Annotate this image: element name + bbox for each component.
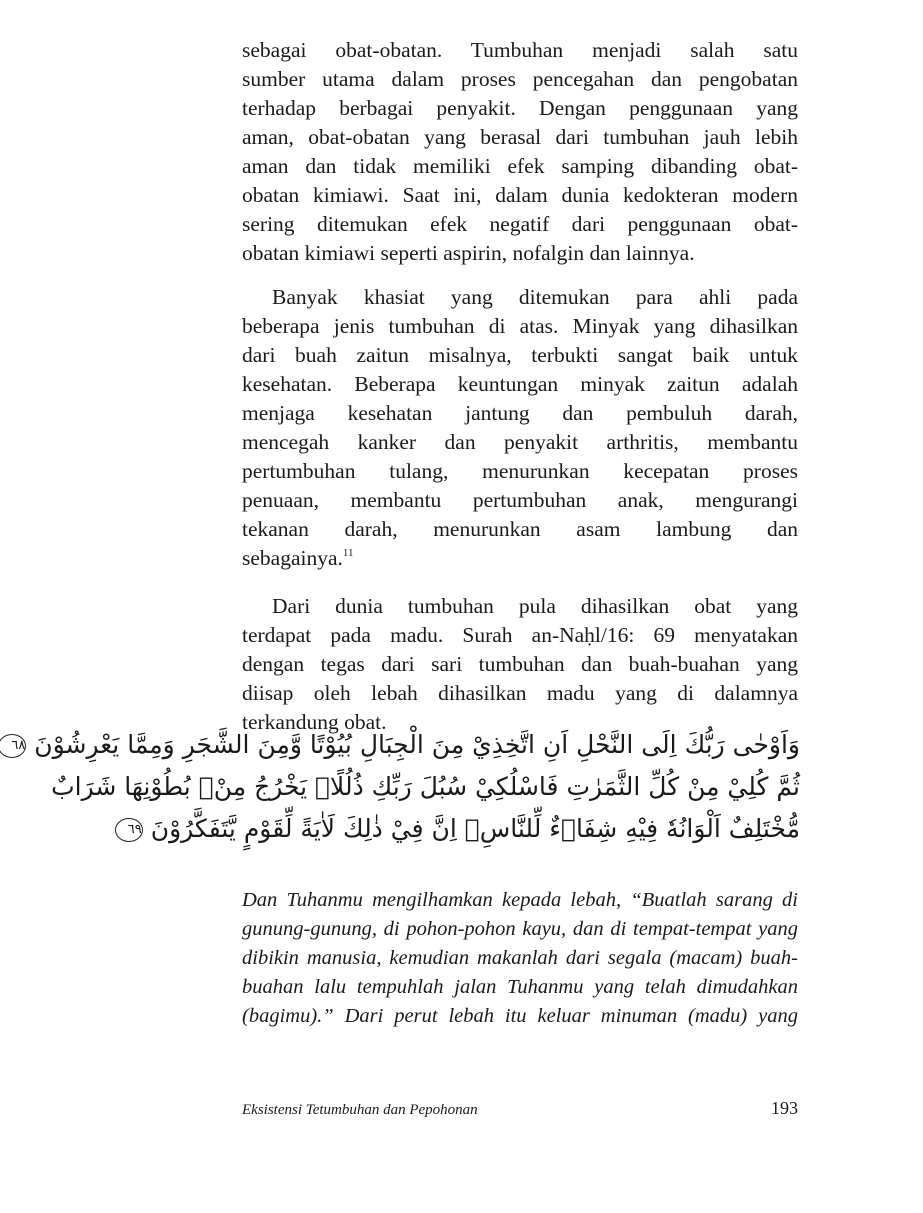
translation xyxy=(242,886,798,1031)
text-line: buahan lalu tempuhlah jalan Tuhanmu yang telah dimudahkan xyxy=(242,976,798,998)
text-line: sumber utama dalam proses pencegahan dan pengobatan xyxy=(242,67,798,91)
text-line: dengan tegas dari sari tumbuhan dan buah-buahan yang xyxy=(242,652,798,676)
text-line: terdapat pada madu. Surah an-Naḥl/16: 69 menyatakan xyxy=(242,623,798,647)
text-line: gunung-gunung, di pohon-pohon kayu, dan di tempat-tempat yang xyxy=(242,918,798,940)
text-line: mencegah kanker dan penyakit arthritis, membantu xyxy=(242,430,798,454)
page-number: 193 xyxy=(771,1098,798,1118)
text-line: tekanan darah, menurunkan asam lambung dan xyxy=(242,517,798,541)
text-line: sebagai obat-obatan. Tumbuhan menjadi salah satu xyxy=(242,38,798,62)
text-line: Dari dunia tumbuhan pula dihasilkan obat yang xyxy=(272,594,798,618)
quran-verse xyxy=(11,725,800,851)
text-span: sebagainya. xyxy=(242,546,343,570)
text-line: diisap oleh lebah dihasilkan madu yang di dalamnya xyxy=(242,681,798,705)
arabic-line: ثُمَّ كُلِيْ مِنْ كُلِّ الثَّمَرٰتِ فَاسْلُكِيْ سُبُلَ رَبِّكِ ذُلُلًاۗ يَخْرُجُ مِنْۢ بُطُوْنِهَا شَرَابٌ xyxy=(51,772,800,801)
text-line: Dan Tuhanmu mengilhamkan kepada lebah, “Buatlah sarang di xyxy=(242,889,798,911)
page-footer xyxy=(242,1098,798,1119)
text-line: sering ditemukan efek negatif dari penggunaan obat- xyxy=(242,212,798,236)
arabic-text: مُّخْتَلِفٌ اَلْوَانُهٗ فِيْهِ شِفَاۤءٌ لِّلنَّاسِۗ اِنَّ فِيْ ذٰلِكَ لَاٰيَةً لِّقَوْمٍ يَّتَفَكَّرُوْنَ xyxy=(150,814,800,843)
text-line: beberapa jenis tumbuhan di atas. Minyak yang dihasilkan xyxy=(242,314,798,338)
running-title: Eksistensi Tetumbuhan dan Pepohonan xyxy=(242,1102,478,1118)
text-line: aman dan tidak memiliki efek samping dibanding obat- xyxy=(242,154,798,178)
arabic-line xyxy=(127,809,800,851)
text-line: (bagimu).” Dari perut lebah itu keluar minuman (madu) yang xyxy=(242,1005,798,1027)
text-line xyxy=(242,544,798,573)
text-line: aman, obat-obatan yang berasal dari tumbuhan jauh lebih xyxy=(242,125,798,149)
footnote-ref[interactable]: 11 xyxy=(342,547,354,559)
paragraph-1 xyxy=(242,36,798,268)
text-line: terkandung obat. xyxy=(242,710,387,734)
text-line: obatan kimiawi seperti aspirin, nofalgin dan lainnya. xyxy=(242,241,695,265)
text-line: dibikin manusia, kemudian makanlah dari segala (macam) buah- xyxy=(242,947,798,969)
paragraph-3 xyxy=(242,592,798,737)
ayah-number-69: ٦٩ xyxy=(115,818,143,842)
arabic-line xyxy=(11,725,800,767)
ayah-number-68: ٦٨ xyxy=(0,734,26,758)
text-line: dari buah zaitun misalnya, terbukti sangat baik untuk xyxy=(242,343,798,367)
text-line: penuaan, membantu pertumbuhan anak, mengurangi xyxy=(242,488,798,512)
text-line: Banyak khasiat yang ditemukan para ahli pada xyxy=(272,285,798,309)
arabic-text: وَاَوْحٰى رَبُّكَ اِلَى النَّحْلِ اَنِ اتَّخِذِيْ مِنَ الْجِبَالِ بُيُوْتًا وَّمِنَ الشَّجَرِ وَمِمَّا يَعْرِشُوْنَ xyxy=(34,730,800,759)
text-line: terhadap berbagai penyakit. Dengan penggunaan yang xyxy=(242,96,798,120)
paragraph-2 xyxy=(242,283,798,573)
text-line: obatan kimiawi. Saat ini, dalam dunia kedokteran modern xyxy=(242,183,798,207)
text-line: kesehatan. Beberapa keuntungan minyak zaitun adalah xyxy=(242,372,798,396)
text-line: menjaga kesehatan jantung dan pembuluh darah, xyxy=(242,401,798,425)
text-line: pertumbuhan tulang, menurunkan kecepatan proses xyxy=(242,459,798,483)
